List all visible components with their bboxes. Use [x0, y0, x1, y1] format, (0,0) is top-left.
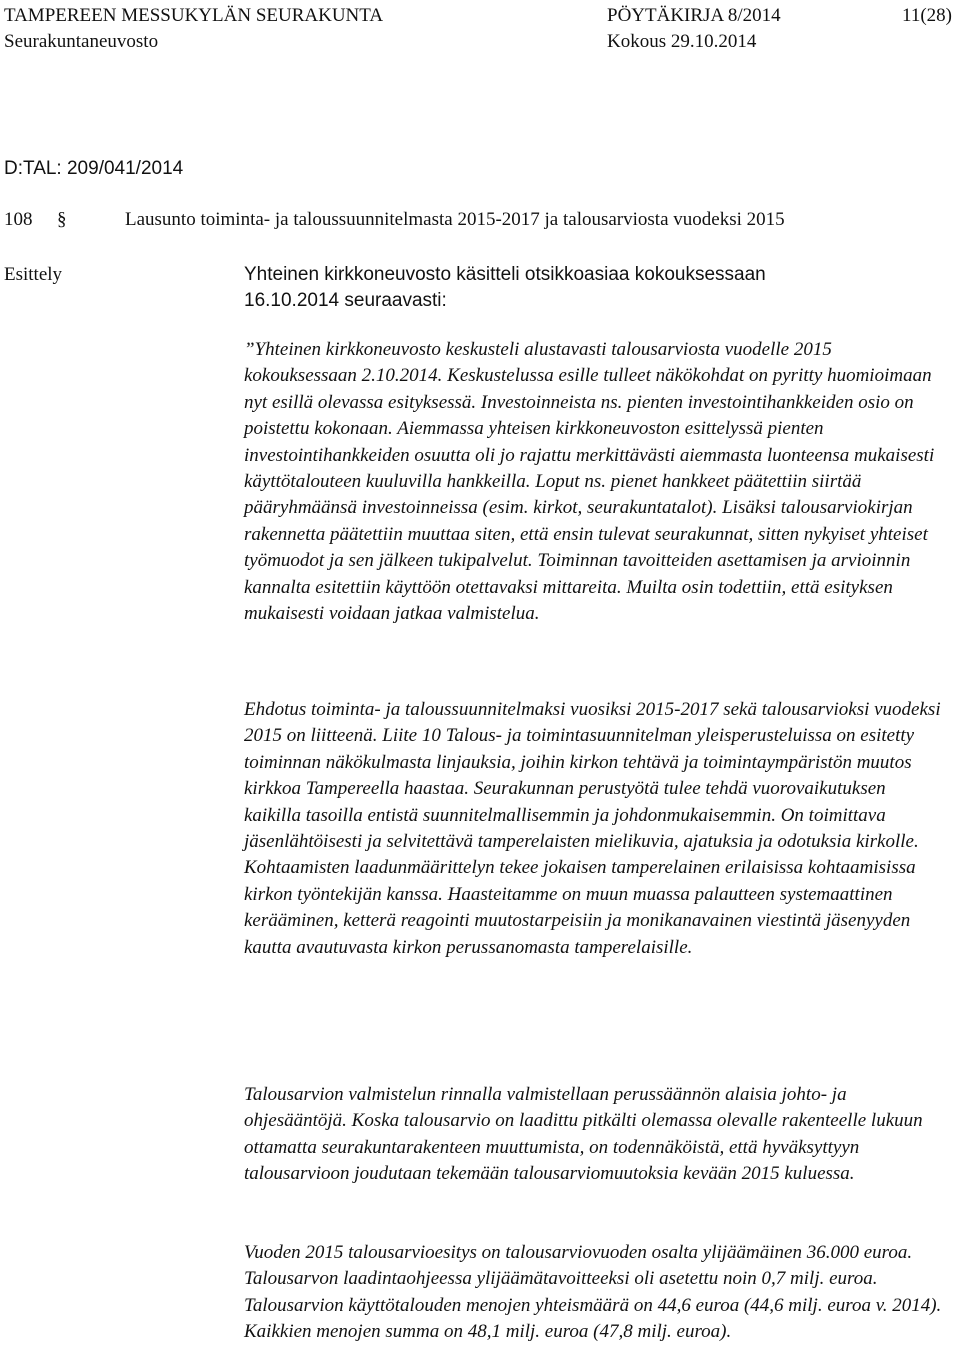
meeting-date: Kokous 29.10.2014: [607, 31, 757, 52]
page-number: 11(28): [902, 5, 952, 26]
organization-name: TAMPEREEN MESSUKYLÄN SEURAKUNTA: [4, 5, 384, 26]
record-number: D:TAL: 209/041/2014: [4, 158, 184, 179]
quoted-paragraph: ”Yhteinen kirkkoneuvosto keskusteli alustavasti talousarviosta vuodelle 2015 kokouksessaan 2.10.2014. Keskustelussa esille tulleet näkökohdat on pyritty huomioimaan nyt esillä olevassa esityksessä. Investoinneista ns. pienten investointihankkeiden osio on poistettu kokonaan. Aiemmassa yhteisen kirkkoneuvoston esittelyssä pienten investointihankkeiden osuutta oli jo rajattu merkittävästi aiemmasta luonteensa mukaisesti käyttötalouteen kuuluvilla hankkeilla. Loput ns. pienet hankkeet päätettiin siirtää pääryhmäänsä investoinneissa (esim. kirkot, seurakuntatalot). Lisäksi talousarviokirjan rakennetta päätettiin muuttaa siten, että ensin tulevat seurakunnat, sitten nykyiset yhteiset työmuodot ja sen jälkeen tukipalvelut. Toiminnan tavoitteiden asettamisen ja arvioinnin kannalta esitettiin käyttöön otettavaksi mittareita. Muilta osin todettiin, että esityksen mukaisesti voidaan jatkaa valmistelua.: [244, 339, 935, 625]
regulations-paragraph: Talousarvion valmistelun rinnalla valmistellaan perussäännön alaisia johto- ja ohjesääntöjä. Koska talousarvio on laadittu pitkälti olemassa olevalle rakenteelle lukuun ottamatta seurakuntarakenteen muuttumista, on todennäköistä, että hyväksyttyyn talousarvioon joudutaan tekemään talousarviomuutoksia kevään 2015 kuluessa.: [244, 1084, 923, 1185]
proposal-paragraph: Ehdotus toiminta- ja taloussuunnitelmaksi vuosiksi 2015-2017 sekä talousarvioksi vuodeksi 2015 on liitteenä. Liite 10 Talous- ja toimintasuunnitelman yleisperusteluissa on esitetty toiminnan näkökulmasta linjauksia, joihin kirkon tehtävä ja toimintaympäristön muutos kirkkoa Tampereella haastaa. Seurakunnan perustyötä tulee tehdä vuorovaikutuksen kaikilla tasoilla entistä suunnitelmallisemmin ja johdonmukaisemmin. On toimittava jäsenlähtöisesti ja selvitettävä tamperelaisten mielikuvia, ajatuksia ja odotuksia kirkolle. Kohtaamisten laadunmäärittelyn tekee jokaisen tamperelainen erilaisissa kohtaamisissa kirkon työntekijän kanssa. Haasteitamme on muun muassa palautteen systemaattinen kerääminen, ketterä reagointi muutostarpeisiin ja monikanavainen viestintä jäsenyyden kautta avautuvasta kirkon perussanomasta tamperelaisille.: [244, 699, 941, 958]
document-type: PÖYTÄKIRJA 8/2014: [607, 5, 781, 26]
section-title: Lausunto toiminta- ja taloussuunnitelmasta 2015-2017 ja talousarviosta vuodeksi 2015: [125, 209, 785, 230]
section-number: 108: [4, 209, 33, 230]
section-sign: §: [57, 209, 67, 230]
esittely-intro: Yhteinen kirkkoneuvosto käsitteli otsikkoasiaa kokouksessaan 16.10.2014 seuraavasti:: [244, 264, 766, 311]
esittely-label: Esittely: [4, 264, 63, 285]
board-name: Seurakuntaneuvosto: [4, 31, 159, 52]
budget-summary-paragraph: Vuoden 2015 talousarvioesitys on talousarviovuoden osalta ylijäämäinen 36.000 euroa. Talousarvon laadintaohjeessa ylijäämätavoitteeksi oli asetettu noin 0,7 milj. euroa. Talousarvion käyttötalouden menojen yhteismäärä on 44,6 euroa (44,6 milj. euroa v. 2014). Kaikkien menojen summa on 48,1 milj. euroa (47,8 milj. euroa).: [244, 1242, 942, 1343]
